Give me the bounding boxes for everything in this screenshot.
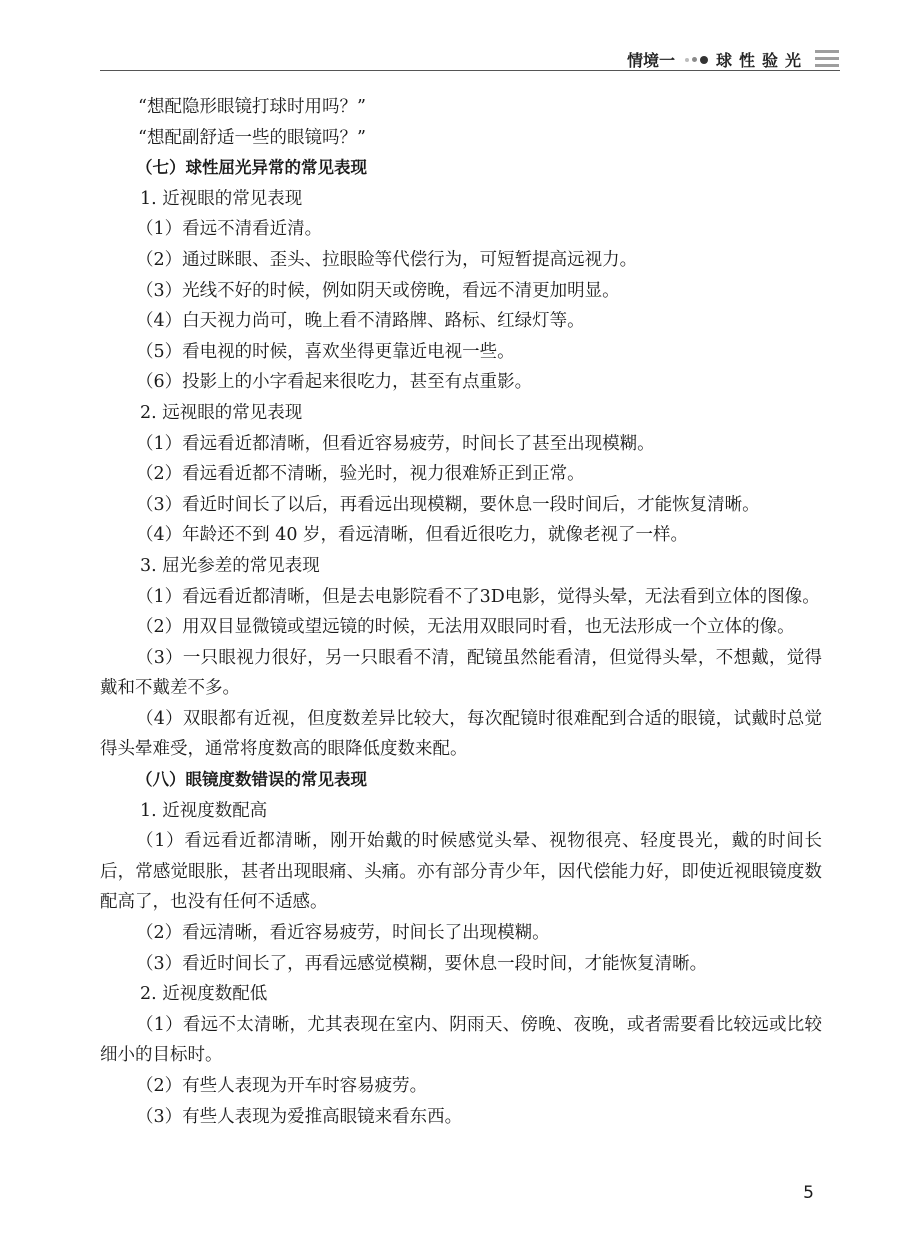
section-heading: （七）球性屈光异常的常见表现 (136, 158, 367, 178)
header-deco-bars-icon (815, 47, 839, 71)
subsection-heading: 1. 近视眼的常见表现 (140, 188, 303, 209)
page-body (100, 92, 822, 1132)
list-item: （3）一只眼视力很好，另一只眼看不清，配镜虽然能看清，但觉得头晕，不想戴，觉得戴和不戴差不多。 (100, 647, 822, 699)
list-item: （2）看远清晰，看近容易疲劳，时间长了出现模糊。 (136, 923, 550, 944)
section-heading: （八）眼镜度数错误的常见表现 (136, 770, 367, 790)
header-dots-ornament (685, 56, 708, 64)
page-number: 5 (803, 1183, 814, 1203)
list-item: （6）投影上的小字看起来很吃力，甚至有点重影。 (136, 372, 533, 393)
list-item: （4）白天视力尚可，晚上看不清路牌、路标、红绿灯等。 (136, 311, 585, 332)
dot-medium (692, 57, 697, 62)
list-item: （1）看远看近都清晰，但是去电影院看不了3D电影，觉得头晕，无法看到立体的图像。 (136, 586, 820, 607)
dot-dark (700, 56, 708, 64)
quote-line: “想配副舒适一些的眼镜吗？” (138, 127, 366, 148)
dot-light (685, 58, 689, 62)
list-item: （1）看远不太清晰，尤其表现在室内、阴雨天、傍晚、夜晚，或者需要看比较远或比较细小的目标时。 (100, 1014, 822, 1066)
list-item: （3）看近时间长了以后，再看远出现模糊，要休息一段时间后，才能恢复清晰。 (136, 494, 760, 515)
list-item: （1）看远不清看近清。 (136, 219, 323, 240)
header-topic: 球性验光 (715, 51, 808, 70)
list-item: （5）看电视的时候，喜欢坐得更靠近电视一些。 (136, 341, 515, 362)
running-header (0, 0, 900, 75)
list-item: （4）双眼都有近视，但度数差异比较大，每次配镜时很难配到合适的眼镜，试戴时总觉得头晕难受，通常将度数高的眼降低度数来配。 (100, 708, 822, 760)
list-item: （4）年龄还不到 40 岁，看远清晰，但看近很吃力，就像老视了一样。 (136, 525, 689, 546)
list-item: （3）有些人表现为爱推高眼镜来看东西。 (136, 1106, 463, 1127)
subsection-heading: 2. 远视眼的常见表现 (140, 402, 303, 423)
list-item: （2）看远看近都不清晰，验光时，视力很难矫正到正常。 (136, 464, 585, 485)
list-item: （2）通过眯眼、歪头、拉眼睑等代偿行为，可短暂提高远视力。 (136, 249, 638, 270)
quote-line: “想配隐形眼镜打球时用吗？” (138, 97, 366, 117)
subsection-heading: 1. 近视度数配高 (140, 800, 268, 821)
header-title (627, 48, 808, 71)
header-rule (100, 70, 840, 71)
list-item: （1）看远看近都清晰，但看近容易疲劳，时间长了甚至出现模糊。 (136, 433, 655, 454)
subsection-heading: 2. 近视度数配低 (140, 984, 268, 1005)
list-item: （3）光线不好的时候，例如阴天或傍晚，看远不清更加明显。 (136, 280, 620, 301)
subsection-heading: 3. 屈光参差的常见表现 (140, 555, 320, 576)
list-item: （2）用双目显微镜或望远镜的时候，无法用双眼同时看，也无法形成一个立体的像。 (136, 617, 795, 638)
list-item: （2）有些人表现为开车时容易疲劳。 (136, 1076, 428, 1096)
header-chapter: 情境一 (626, 51, 675, 70)
list-item: （3）看近时间长了，再看远感觉模糊，要休息一段时间，才能恢复清晰。 (136, 953, 708, 974)
list-item: （1）看远看近都清晰，刚开始戴的时候感觉头晕、视物很亮、轻度畏光，戴的时间长后，常感觉眼胀，甚者出现眼痛、头痛。亦有部分青少年，因代偿能力好，即使近视眼镜度数配高了，也没有任何不适感。 (100, 831, 822, 913)
